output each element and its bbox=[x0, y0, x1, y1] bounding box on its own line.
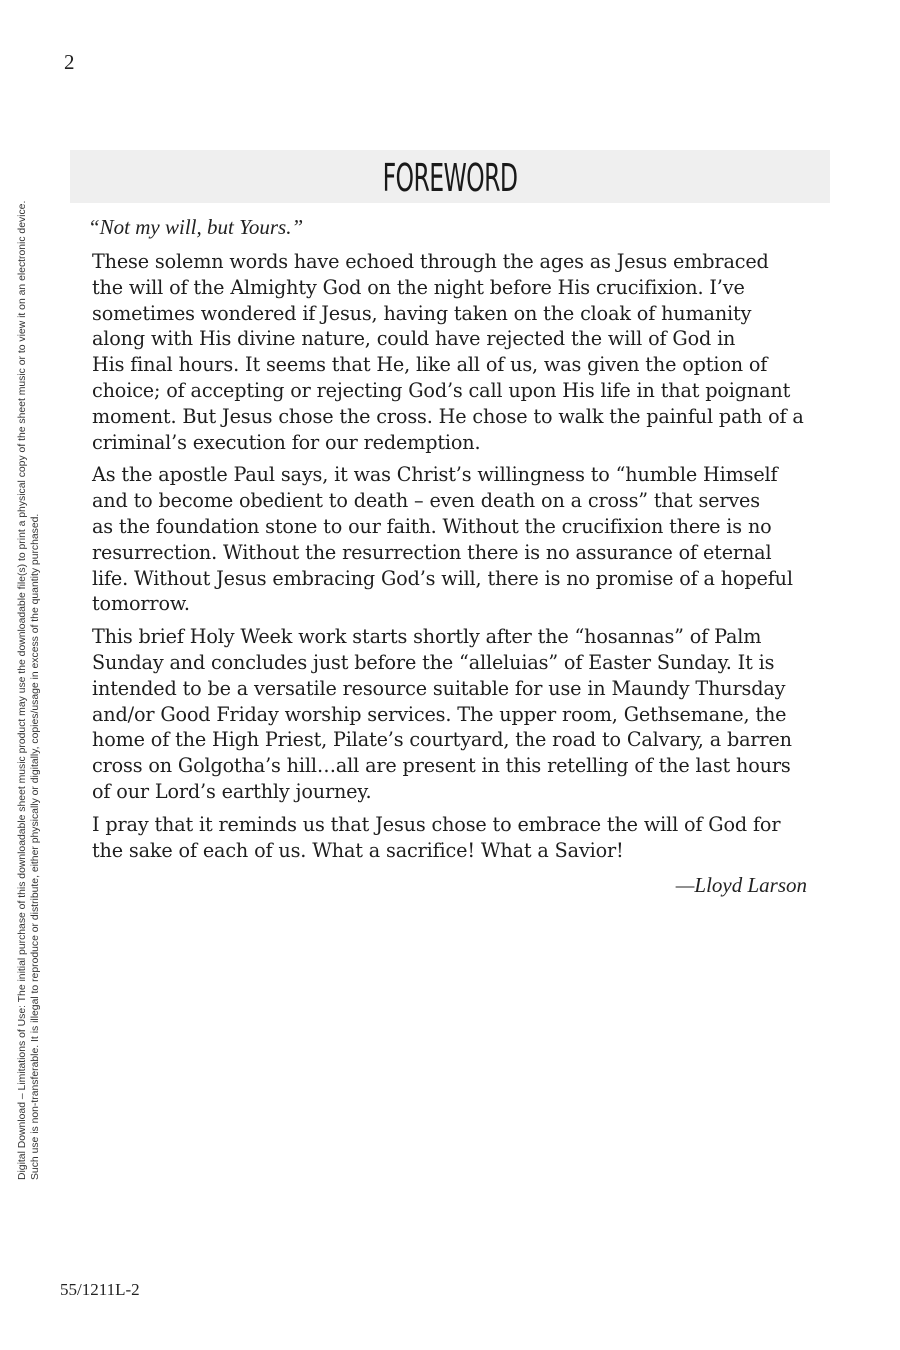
paragraph bbox=[92, 249, 810, 455]
paragraph bbox=[92, 812, 810, 864]
text-line: As the apostle Paul says, it was Christ’s willingness to “humble Himself bbox=[92, 463, 778, 487]
text-line: the will of the Almighty God on the night before His crucifixion. I’ve bbox=[92, 275, 745, 299]
usage-notice bbox=[16, 170, 42, 1180]
text-line: and/or Good Friday worship services. The upper room, Gethsemane, the bbox=[92, 702, 787, 726]
text-line: This brief Holy Week work starts shortly after the “hosannas” of Palm bbox=[92, 625, 762, 649]
page-number: 2 bbox=[64, 50, 75, 74]
catalog-number: 55/1211L-2 bbox=[60, 1280, 140, 1299]
foreword-title: FOREWORD bbox=[382, 156, 518, 200]
text-line: I pray that it reminds us that Jesus chose to embrace the will of God for bbox=[92, 812, 781, 836]
text-line: intended to be a versatile resource suitable for use in Maundy Thursday bbox=[92, 676, 786, 700]
text-line: of our Lord’s earthly journey. bbox=[92, 779, 372, 803]
text-line: moment. But Jesus chose the cross. He chose to walk the painful path of a bbox=[92, 404, 804, 428]
text-line: choice; of accepting or rejecting God’s call upon His life in that poignant bbox=[92, 378, 791, 402]
text-line: home of the High Priest, Pilate’s courtyard, the road to Calvary, a barren bbox=[92, 728, 792, 752]
text-line: the sake of each of us. What a sacrifice! What a Savior! bbox=[92, 838, 624, 862]
text-line: tomorrow. bbox=[92, 592, 190, 616]
text-line: along with His divine nature, could have rejected the will of God in bbox=[92, 327, 736, 351]
text-line: sometimes wondered if Jesus, having taken on the cloak of humanity bbox=[92, 301, 752, 325]
text-line: These solemn words have echoed through the ages as Jesus embraced bbox=[92, 250, 769, 273]
paragraph bbox=[92, 462, 810, 617]
usage-notice-line-2: Such use is non-transferable. It is illegal to reproduce or distribute, either physically or digitally, copies/usage in excess of the quantity purchased. bbox=[30, 513, 41, 1180]
text-line: life. Without Jesus embracing God’s will, there is no promise of a hopeful bbox=[92, 566, 793, 590]
epigraph: “Not my will, but Yours.” bbox=[88, 215, 304, 239]
text-line: cross on Golgotha’s hill…all are present in this retelling of the last hours bbox=[92, 754, 791, 778]
text-line: criminal’s execution for our redemption. bbox=[92, 430, 481, 454]
usage-notice-line-1: Digital Download – Limitations of Use: The initial purchase of this downloadable sheet music product may use the downloadable file(s) to print a physical copy of the sheet music or to view it on an electronic device. bbox=[17, 200, 28, 1180]
paragraph bbox=[92, 624, 810, 805]
text-line: resurrection. Without the resurrection there is no assurance of eternal bbox=[92, 540, 772, 564]
signature: —Lloyd Larson bbox=[675, 873, 807, 897]
title-band bbox=[70, 150, 830, 203]
text-line: as the foundation stone to our faith. Without the crucifixion there is no bbox=[92, 514, 772, 538]
text-line: Sunday and concludes just before the “alleluias” of Easter Sunday. It is bbox=[92, 650, 775, 674]
text-line: and to become obedient to death – even death on a cross” that serves bbox=[92, 489, 760, 513]
foreword-body bbox=[92, 249, 810, 870]
text-line: His final hours. It seems that He, like all of us, was given the option of bbox=[92, 353, 768, 377]
